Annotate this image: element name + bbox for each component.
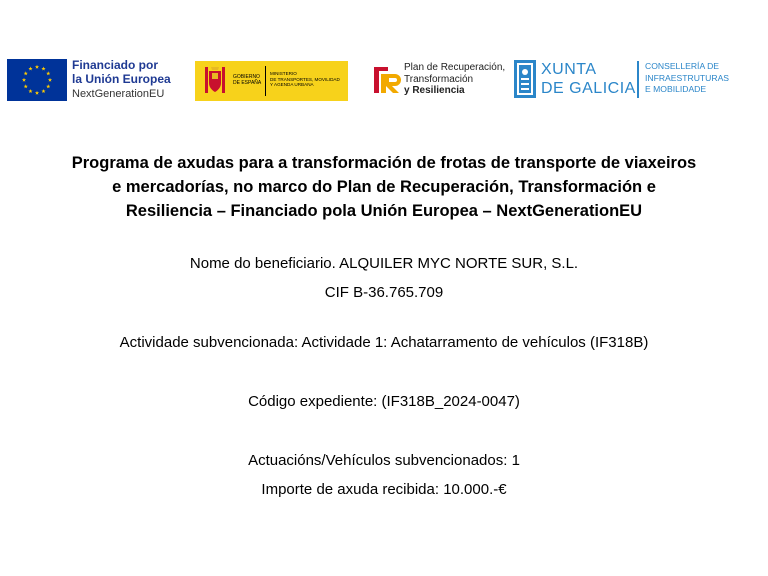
eu-line-nextgeneration: NextGenerationEU bbox=[72, 88, 165, 100]
eu-flag-icon bbox=[7, 59, 67, 101]
gobierno-label bbox=[233, 74, 261, 86]
title-line-2: e mercadorías, no marco do Plan de Recuperación, Transformación e bbox=[112, 178, 656, 196]
activity-line: Actividade subvencionada: Actividade 1: Achatarramento de vehículos (IF318B) bbox=[119, 334, 649, 351]
prtr-line-1: Plan de Recuperación, bbox=[404, 62, 506, 73]
cif-line: CIF B-36.765.709 bbox=[324, 284, 444, 301]
spain-coat-of-arms-icon bbox=[202, 65, 228, 97]
eu-star-icon bbox=[46, 71, 50, 75]
file-code-line: Código expediente: (IF318B_2024-0047) bbox=[248, 393, 520, 410]
eu-star-icon bbox=[48, 78, 52, 82]
gobierno-espana-logo bbox=[195, 61, 348, 101]
eu-star-icon bbox=[28, 89, 32, 93]
xunta-label bbox=[541, 60, 636, 98]
eu-stars-icon bbox=[7, 59, 67, 101]
eu-star-icon bbox=[41, 67, 45, 71]
prtr-line-2: Transformación bbox=[404, 73, 474, 85]
ministerio-line-2: DE TRANSPORTES, MOVILIDAD bbox=[270, 76, 340, 82]
xunta-divider bbox=[637, 61, 639, 98]
eu-funding-label bbox=[72, 58, 192, 101]
prtr-logo-icon bbox=[372, 64, 402, 96]
ministerio-label bbox=[270, 71, 340, 88]
logo-strip bbox=[0, 56, 768, 106]
consellaria-line-3: E MOBILIDADE bbox=[645, 84, 707, 94]
consellaria-line-1: CONSELLERÍA DE bbox=[645, 61, 720, 71]
vehicles-line: Actuacións/Vehículos subvencionados: 1 bbox=[248, 452, 520, 469]
title-line-3: Resiliencia – Financiado pola Unión Europea – NextGenerationEU bbox=[125, 202, 643, 220]
prtr-label bbox=[404, 62, 505, 97]
gobierno-line-1: GOBIERNO bbox=[233, 74, 260, 80]
title-line-1: Programa de axudas para a transformación de frotas de transporte de viaxeiros bbox=[71, 154, 697, 172]
prtr-line-3: y Resiliencia bbox=[404, 85, 465, 96]
amount-line: Importe de axuda recibida: 10.000.-€ bbox=[261, 481, 507, 498]
ministerio-line-1: MINISTERIO bbox=[270, 71, 297, 76]
eu-star-icon bbox=[24, 71, 28, 75]
xunta-shield-icon bbox=[514, 60, 536, 98]
eu-star-icon bbox=[46, 84, 50, 88]
document-title bbox=[0, 151, 768, 223]
gobierno-divider bbox=[265, 66, 266, 96]
eu-star-icon bbox=[28, 67, 32, 71]
gobierno-line-2: DE ESPAÑA bbox=[233, 80, 262, 86]
eu-star-icon bbox=[24, 84, 28, 88]
beneficiary-line: Nome do beneficiario. ALQUILER MYC NORTE SUR, S.L. bbox=[189, 255, 579, 272]
consellaria-line-2: INFRAESTRUTURAS bbox=[645, 72, 730, 83]
eu-line-union-europea: la Unión Europea bbox=[72, 72, 171, 86]
xunta-line-2: DE GALICIA bbox=[541, 80, 636, 97]
xunta-emblem-icon bbox=[514, 60, 536, 98]
eu-star-icon bbox=[41, 89, 45, 93]
eu-star-icon bbox=[35, 91, 39, 95]
ministerio-line-3: Y AGENDA URBANA bbox=[270, 82, 314, 88]
eu-line-financiado: Financiado por bbox=[72, 58, 159, 72]
consellaria-label bbox=[645, 61, 729, 96]
eu-star-icon bbox=[22, 78, 26, 82]
eu-star-icon bbox=[35, 65, 39, 69]
xunta-line-1: XUNTA bbox=[541, 61, 597, 78]
